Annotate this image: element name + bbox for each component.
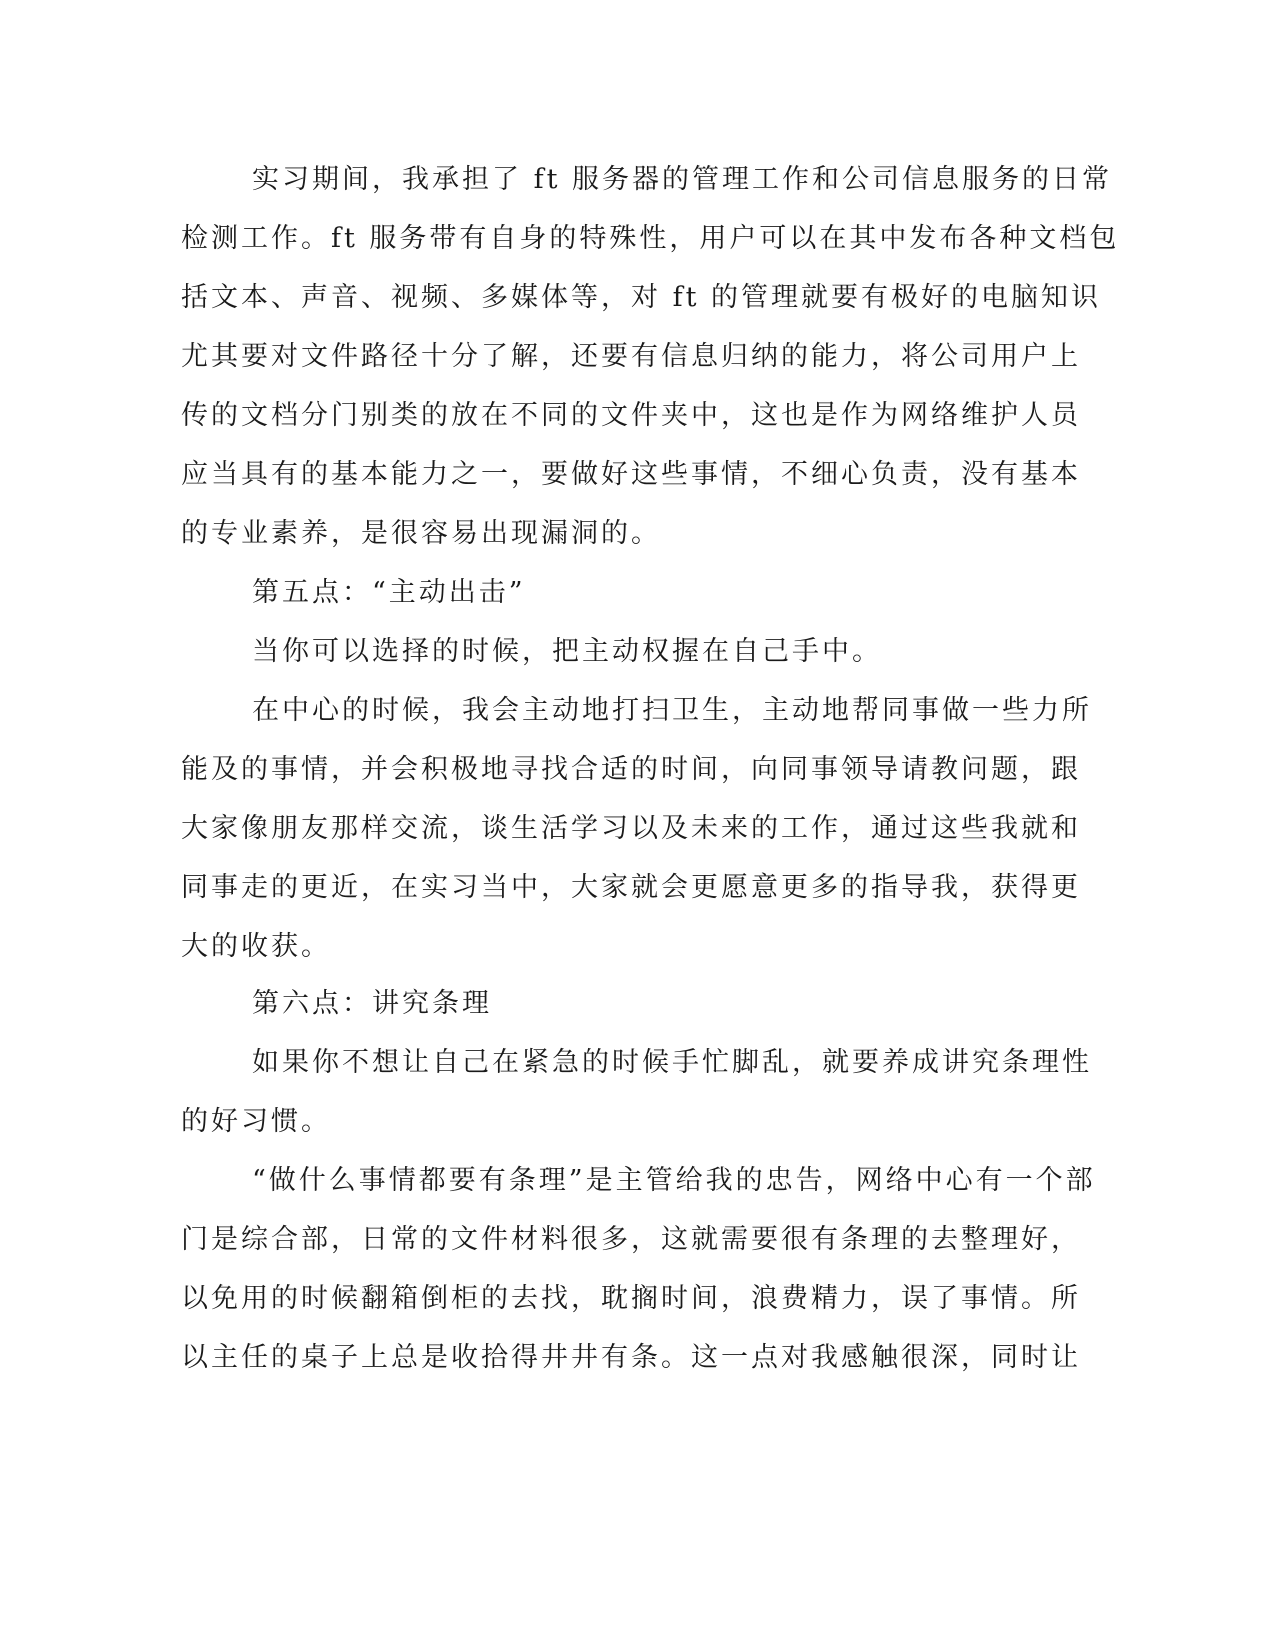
paragraph-line: 实习期间，我承担了 ft 服务器的管理工作和公司信息服务的日常 <box>252 164 1113 195</box>
paragraph-line: 门是综合部，日常的文件材料很多，这就需要很有条理的去整理好， <box>181 1224 1081 1255</box>
paragraph-line: 以主任的桌子上总是收拾得井井有条。这一点对我感触很深，同时让 <box>181 1342 1081 1373</box>
paragraph-line: “做什么事情都要有条理”是主管给我的忠告，网络中心有一个部 <box>252 1165 1096 1196</box>
paragraph-line: 能及的事情，并会积极地寻找合适的时间，向同事领导请教问题，跟 <box>181 754 1081 785</box>
paragraph-line: 以免用的时候翻箱倒柜的去找，耽搁时间，浪费精力，误了事情。所 <box>181 1283 1081 1314</box>
paragraph-line: 同事走的更近，在实习当中，大家就会更愿意更多的指导我，获得更 <box>181 872 1081 903</box>
paragraph-line: 的专业素养，是很容易出现漏洞的。 <box>181 518 661 549</box>
paragraph-line: 尤其要对文件路径十分了解，还要有信息归纳的能力，将公司用户上 <box>181 341 1081 372</box>
paragraph-line: 大家像朋友那样交流，谈生活学习以及未来的工作，通过这些我就和 <box>181 813 1081 844</box>
paragraph-line: 应当具有的基本能力之一，要做好这些事情，不细心负责，没有基本 <box>181 459 1081 490</box>
paragraph-line: 检测工作。ft 服务带有自身的特殊性，用户可以在其中发布各种文档包 <box>181 223 1120 254</box>
paragraph-line: 括文本、声音、视频、多媒体等，对 ft 的管理就要有极好的电脑知识 <box>181 282 1102 313</box>
paragraph-line: 在中心的时候，我会主动地打扫卫生，主动地帮同事做一些力所 <box>252 695 1092 726</box>
paragraph-line: 如果你不想让自己在紧急的时候手忙脚乱，就要养成讲究条理性 <box>252 1047 1092 1078</box>
paragraph-line: 传的文档分门别类的放在不同的文件夹中，这也是作为网络维护人员 <box>181 400 1081 431</box>
section-heading: 第六点：讲究条理 <box>252 988 492 1019</box>
paragraph-line: 大的收获。 <box>181 931 331 962</box>
paragraph-line: 的好习惯。 <box>181 1106 331 1137</box>
section-heading: 第五点：“主动出击” <box>252 577 526 608</box>
paragraph-line: 当你可以选择的时候，把主动权握在自己手中。 <box>252 636 882 667</box>
